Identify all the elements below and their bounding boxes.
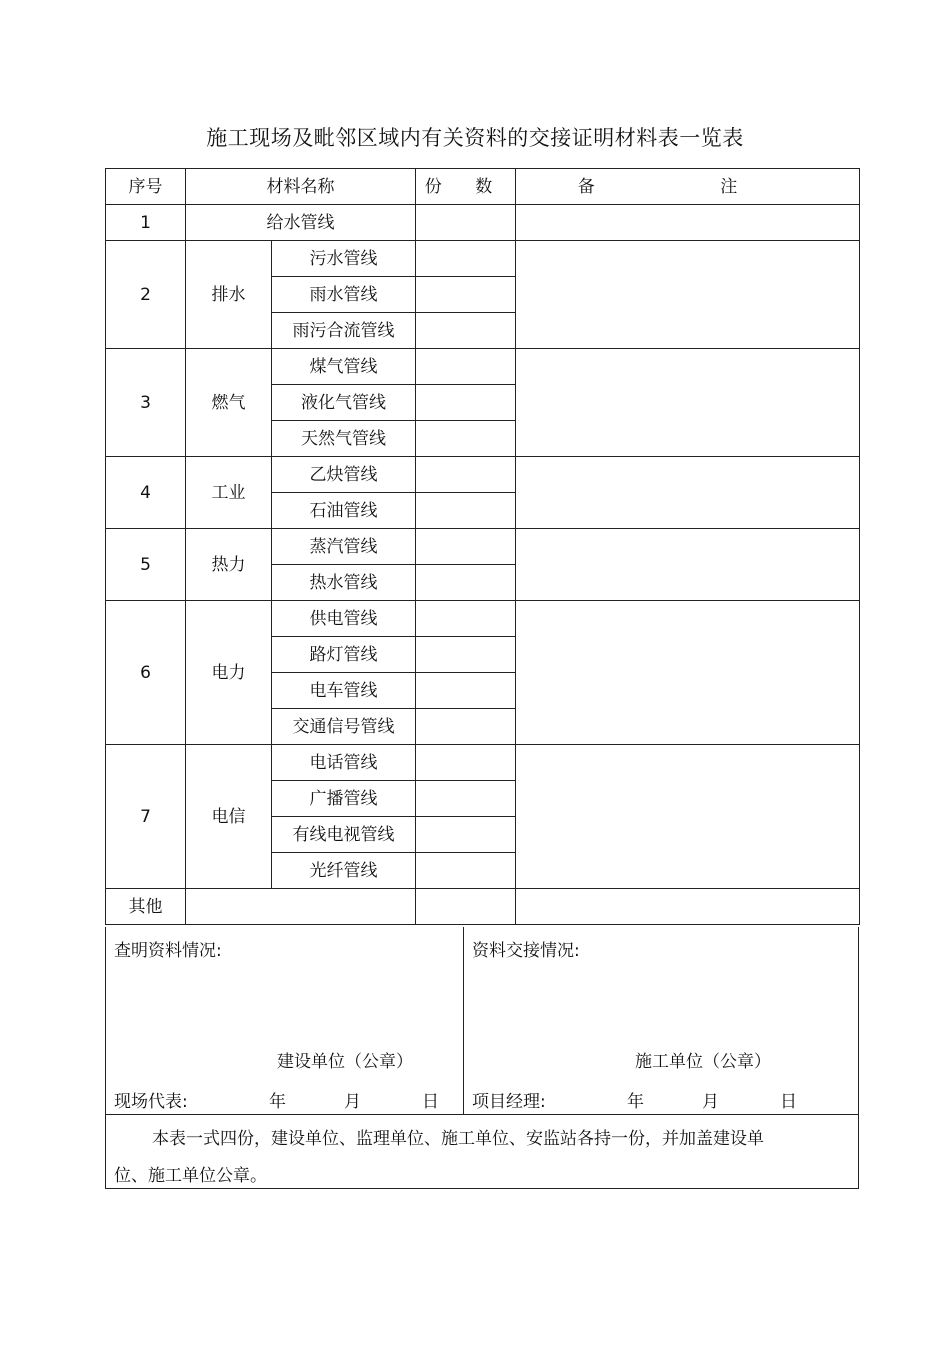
table-row — [106, 529, 860, 565]
material-item: 雨污合流管线 — [272, 313, 416, 349]
material-item: 电话管线 — [272, 745, 416, 781]
material-item: 雨水管线 — [272, 277, 416, 313]
material-item: 电车管线 — [272, 673, 416, 709]
material-item: 广播管线 — [272, 781, 416, 817]
table-row — [106, 241, 860, 277]
handover-section — [105, 927, 859, 1189]
note-cell[interactable] — [516, 349, 860, 457]
handover-label: 资料交接情况: — [472, 941, 580, 961]
row-seq: 2 — [106, 241, 186, 349]
contractor-unit-stamp: 施工单位（公章） — [635, 1052, 771, 1072]
material-group: 排水 — [186, 241, 272, 349]
investigation-block — [106, 927, 464, 1114]
count-cell[interactable] — [416, 565, 516, 601]
count-cell[interactable] — [416, 817, 516, 853]
header-seq: 序号 — [106, 169, 186, 205]
page-title: 施工现场及毗邻区域内有关资料的交接证明材料表一览表 — [206, 126, 744, 150]
table-row — [106, 205, 860, 241]
table-row — [106, 349, 860, 385]
note-cell[interactable] — [516, 889, 860, 925]
row-seq: 6 — [106, 601, 186, 745]
material-item: 石油管线 — [272, 493, 416, 529]
handover-block — [464, 927, 858, 1114]
material-group: 燃气 — [186, 349, 272, 457]
site-rep-label: 现场代表: — [114, 1092, 188, 1112]
count-cell[interactable] — [416, 421, 516, 457]
table-row — [106, 889, 860, 925]
count-cell[interactable] — [416, 601, 516, 637]
table-row — [106, 457, 860, 493]
count-cell[interactable] — [416, 205, 516, 241]
project-manager-label: 项目经理: — [472, 1092, 546, 1112]
material-item: 污水管线 — [272, 241, 416, 277]
material-item: 供电管线 — [272, 601, 416, 637]
table-row — [106, 601, 860, 637]
row-seq: 5 — [106, 529, 186, 601]
note-cell[interactable] — [516, 241, 860, 349]
material-item: 热水管线 — [272, 565, 416, 601]
footer-note-line1: 本表一式四份，建设单位、监理单位、施工单位、安监站各持一份，并加盖建设单 — [152, 1129, 764, 1149]
material-item: 交通信号管线 — [272, 709, 416, 745]
material-group: 工业 — [186, 457, 272, 529]
day-label: 日 — [422, 1092, 439, 1112]
note-cell[interactable] — [516, 205, 860, 241]
month-label: 月 — [702, 1092, 719, 1112]
material-group: 电力 — [186, 601, 272, 745]
header-count: 份 数 — [416, 169, 516, 205]
material-item: 路灯管线 — [272, 637, 416, 673]
construction-unit-stamp: 建设单位（公章） — [277, 1052, 413, 1072]
material-item: 光纤管线 — [272, 853, 416, 889]
material-group: 电信 — [186, 745, 272, 889]
footer-note-line2: 位、施工单位公章。 — [114, 1166, 267, 1186]
materials-table — [105, 168, 860, 925]
header-row — [106, 169, 860, 205]
material-item: 液化气管线 — [272, 385, 416, 421]
material-item: 天然气管线 — [272, 421, 416, 457]
count-cell[interactable] — [416, 457, 516, 493]
count-cell[interactable] — [416, 349, 516, 385]
year-label: 年 — [269, 1092, 286, 1112]
table-row — [106, 745, 860, 781]
count-cell[interactable] — [416, 853, 516, 889]
row-seq: 7 — [106, 745, 186, 889]
material-item: 乙炔管线 — [272, 457, 416, 493]
count-cell[interactable] — [416, 313, 516, 349]
count-cell[interactable] — [416, 529, 516, 565]
count-cell[interactable] — [416, 637, 516, 673]
investigation-label: 查明资料情况: — [114, 941, 222, 961]
material-group: 热力 — [186, 529, 272, 601]
material-item: 煤气管线 — [272, 349, 416, 385]
note-cell[interactable] — [516, 601, 860, 745]
row-seq: 4 — [106, 457, 186, 529]
count-cell[interactable] — [416, 709, 516, 745]
count-cell[interactable] — [416, 889, 516, 925]
count-cell[interactable] — [416, 241, 516, 277]
note-cell[interactable] — [516, 529, 860, 601]
count-cell[interactable] — [416, 493, 516, 529]
count-cell[interactable] — [416, 745, 516, 781]
month-label: 月 — [344, 1092, 361, 1112]
count-cell[interactable] — [416, 385, 516, 421]
note-cell[interactable] — [516, 457, 860, 529]
row-seq: 1 — [106, 205, 186, 241]
row-seq: 其他 — [106, 889, 186, 925]
material-name[interactable] — [186, 889, 416, 925]
note-cell[interactable] — [516, 745, 860, 889]
day-label: 日 — [780, 1092, 797, 1112]
count-cell[interactable] — [416, 781, 516, 817]
material-item: 有线电视管线 — [272, 817, 416, 853]
count-cell[interactable] — [416, 673, 516, 709]
count-cell[interactable] — [416, 277, 516, 313]
header-note: 备 注 — [516, 169, 860, 205]
year-label: 年 — [627, 1092, 644, 1112]
material-name: 给水管线 — [186, 205, 416, 241]
material-item: 蒸汽管线 — [272, 529, 416, 565]
header-name: 材料名称 — [186, 169, 416, 205]
row-seq: 3 — [106, 349, 186, 457]
footer-note — [106, 1114, 858, 1189]
